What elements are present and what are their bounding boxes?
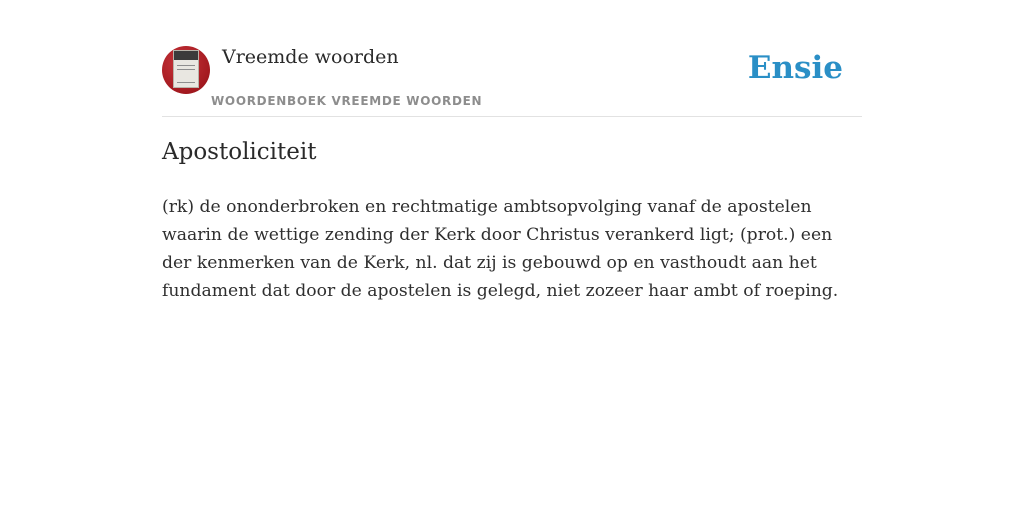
dictionary-title[interactable]: Vreemde woorden bbox=[222, 46, 399, 68]
dictionary-avatar[interactable] bbox=[162, 46, 210, 94]
book-cover-line bbox=[177, 82, 195, 83]
header bbox=[162, 44, 862, 117]
dictionary-subtitle: WOORDENBOEK VREEMDE WOORDEN bbox=[211, 94, 483, 108]
book-cover-line bbox=[177, 65, 195, 66]
book-cover-band bbox=[174, 51, 198, 60]
entry-definition: (rk) de ononderbroken en rechtmatige ambtsopvolging vanaf de apostelen waarin de wettige zending der Kerk door Christus verankerd ligt; (prot.) een der kenmerken van de Kerk, nl. dat zij is gebouwd op en vasthoudt aan het fundament dat door de apostelen is gelegd, niet zozeer haar ambt of roeping. bbox=[162, 197, 839, 301]
ensie-logo-link[interactable]: Ensie bbox=[747, 50, 843, 86]
book-cover-line bbox=[177, 69, 195, 70]
book-cover-icon bbox=[173, 50, 199, 88]
entry-term: Apostoliciteit bbox=[162, 139, 317, 165]
